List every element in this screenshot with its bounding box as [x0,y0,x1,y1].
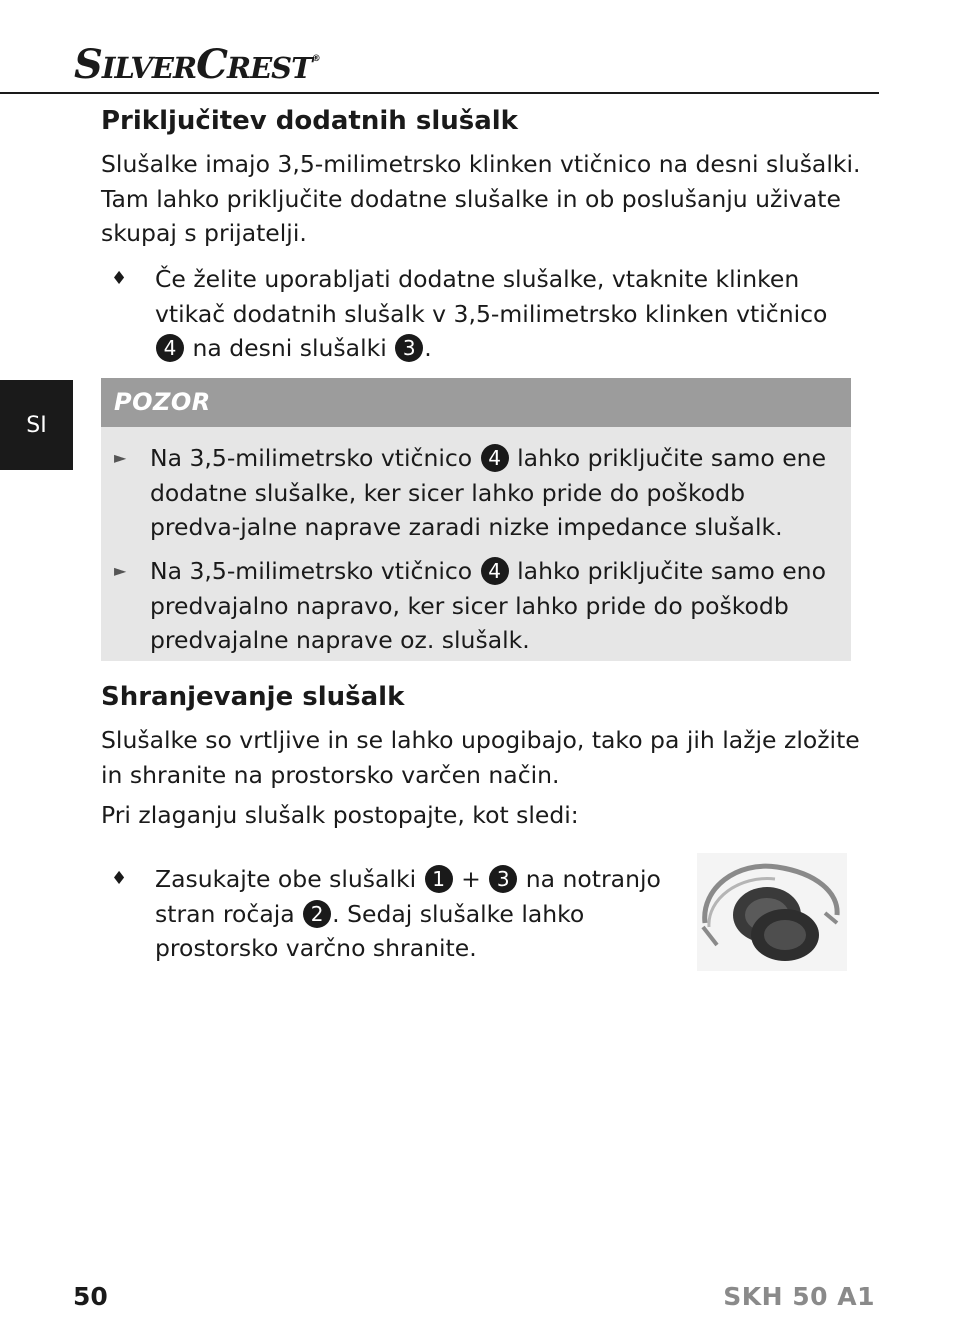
reference-number: 1 [425,865,453,893]
model-number: SKH 50 A1 [723,1282,875,1311]
language-tab: SI [0,380,73,470]
arrow-bullet-icon: ► [114,561,127,580]
warning-item-text: Na 3,5-milimetrsko vtičnico 4 lahko priključite samo eno predvajalno napravo, ker sicer lahko pride do poškodb predvajalne naprave oz. slušalk. [150,557,826,654]
page-number: 50 [73,1282,108,1311]
bullet-text: Če želite uporabljati dodatne slušalke, vtaknite klinken vtikač dodatnih slušalk v 3,5-milimetrsko klinken vtičnico 4 na desni slušalki 3 . [155,265,828,362]
diamond-bullet-icon: ♦ [111,868,128,889]
section-paragraph-storage: Slušalke so vrtljive in se lahko upogibajo, tako pa jih lažje zložite in shranite na prostorsko varčen način. [101,726,860,789]
reference-number: 4 [481,444,509,472]
reference-number: 3 [489,865,517,893]
reference-number: 4 [156,334,184,362]
diamond-bullet-icon: ♦ [111,268,128,289]
bullet-text: Zasukajte obe slušalki 1 + 3 na notranjo stran ročaja 2 . Sedaj slušalke lahko prostorsko varčno shranite. [155,865,661,962]
warning-title: POZOR [114,388,211,416]
section-paragraph-connect: Slušalke imajo 3,5-milimetrsko klinken vtičnico na desni slušalki. Tam lahko priključite dodatne slušalke in ob poslušanju uživate skupaj s prijatelji. [101,150,861,247]
section-paragraph-steps: Pri zlaganju slušalk postopajte, kot sledi: [101,801,579,829]
warning-item-text: Na 3,5-milimetrsko vtičnico 4 lahko priključite samo ene dodatne slušalke, ker sicer lahko pride do poškodb predva-jalne naprave zaradi nizke impedance slušalk. [150,444,827,541]
brand-logo: SILVERCREST® [74,41,321,88]
arrow-bullet-icon: ► [114,448,127,467]
reference-number: 4 [481,557,509,585]
reference-number: 2 [303,900,331,928]
section-heading-connect: Priključitev dodatnih slušalk [101,106,518,136]
folded-headphones-image [697,853,847,971]
section-heading-storage: Shranjevanje slušalk [101,682,405,712]
warning-box [101,378,851,661]
warning-header [101,378,851,427]
reference-number: 3 [395,334,423,362]
header-divider [0,92,879,94]
